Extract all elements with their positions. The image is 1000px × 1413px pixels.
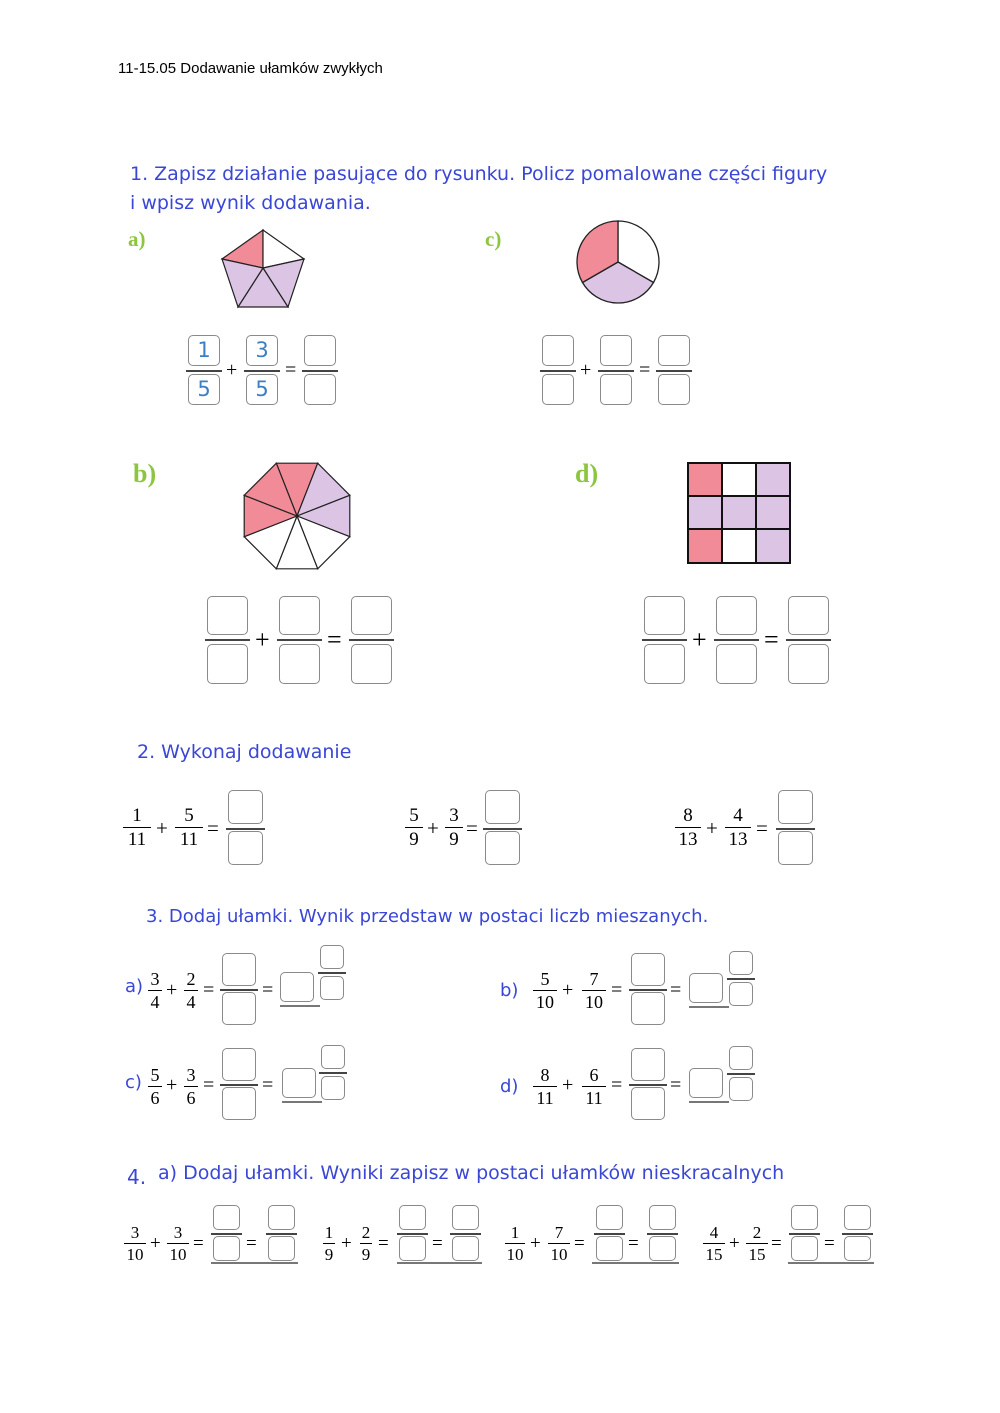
t3c-mixed-num-box[interactable] [321, 1045, 345, 1069]
t1b-den1-box[interactable] [207, 644, 248, 684]
plus-sign: + [530, 1233, 541, 1254]
t2e3-res-den-box[interactable] [778, 831, 813, 865]
task3-label-b: b) [500, 980, 519, 1001]
t4e3-res-num-box[interactable] [596, 1205, 623, 1230]
t4e2-res-num-box[interactable] [399, 1205, 426, 1230]
t1b-res-den-box[interactable] [351, 644, 392, 684]
t3a-whole-box[interactable] [280, 972, 314, 1002]
t4e1-red-den-box[interactable] [268, 1236, 295, 1261]
equals-sign: = [771, 1233, 782, 1254]
fraction: 7 10 [582, 970, 606, 1011]
fraction: 1 9 [324, 1223, 334, 1265]
grid-cell-2-1 [688, 496, 722, 529]
t3a-res-num-box[interactable] [222, 953, 256, 986]
t1a-res-num-box[interactable] [304, 335, 336, 366]
plus-sign: + [156, 816, 168, 840]
fraction: 2 9 [361, 1223, 371, 1265]
task2-title: 2. Wykonaj dodawanie [137, 741, 352, 763]
fraction: 2 4 [184, 970, 198, 1011]
t3c-mixed-den-box[interactable] [321, 1076, 345, 1100]
plus-sign: + [729, 1233, 740, 1254]
t4e4-res-num-box[interactable] [791, 1205, 818, 1230]
task1-label-a: a) [128, 227, 146, 251]
plus-sign: + [427, 816, 439, 840]
task1-label-d: d) [575, 459, 599, 488]
t1d-num2-box[interactable] [716, 596, 757, 635]
t3a-res-den-box[interactable] [222, 992, 256, 1025]
task4-title: a) Dodaj ułamki. Wyniki zapisz w postaci ułamków nieskracalnych [158, 1162, 785, 1184]
fraction: 5 6 [148, 1066, 162, 1107]
t1c-res-den-box[interactable] [658, 374, 690, 405]
task3-label-d: d) [500, 1076, 519, 1097]
equals-sign: = [764, 625, 779, 654]
task4-number: 4. [127, 1165, 147, 1189]
t2e1-res-num-box[interactable] [228, 790, 263, 824]
t3a-mixed-den-box[interactable] [320, 976, 344, 1000]
t1a-res-den-box[interactable] [304, 374, 336, 405]
t1c-den1-box[interactable] [542, 374, 574, 405]
plus-sign: + [341, 1233, 352, 1254]
fraction: 2 15 [746, 1224, 768, 1263]
equals-sign: = [203, 1074, 215, 1096]
t2e2-res-den-box[interactable] [485, 831, 520, 865]
plus-sign: + [706, 816, 718, 840]
equals-sign: = [285, 359, 297, 381]
t3d-mixed-num-box[interactable] [729, 1046, 753, 1070]
grid-cell-1-2 [722, 463, 756, 496]
t4e2-red-den-box[interactable] [452, 1236, 479, 1261]
task3-label-a: a) [125, 976, 144, 997]
equals-sign: = [611, 979, 623, 1001]
fraction: 7 10 [548, 1224, 570, 1263]
t3b-res-num-box[interactable] [631, 953, 665, 986]
t4e3-red-den-box[interactable] [649, 1236, 676, 1261]
t1a-num1-box[interactable]: 1 [188, 335, 220, 366]
t1c-den2-box[interactable] [600, 374, 632, 405]
t3c-whole-box[interactable] [282, 1068, 316, 1098]
equals-sign: = [670, 979, 682, 1001]
t3b-mixed-den-box[interactable] [729, 982, 753, 1006]
t1d-den2-box[interactable] [716, 644, 757, 684]
fraction: 3 6 [184, 1066, 198, 1107]
t3d-res-den-box[interactable] [631, 1087, 665, 1120]
plus-sign: + [580, 359, 592, 381]
task1-title-line2: i wpisz wynik dodawania. [130, 192, 371, 214]
fraction: 8 13 [675, 806, 701, 849]
grid-cell-2-3 [756, 496, 790, 529]
t2e3-res-num-box[interactable] [778, 790, 813, 824]
equals-sign: = [466, 816, 478, 840]
t1b-den2-box[interactable] [279, 644, 320, 684]
t4e4-red-den-box[interactable] [844, 1236, 871, 1261]
equals-sign: = [574, 1233, 585, 1254]
equals-sign: = [207, 816, 219, 840]
plus-sign: + [166, 1074, 178, 1096]
t1c-res-num-box[interactable] [658, 335, 690, 366]
t4e4-res-den-box[interactable] [791, 1236, 818, 1261]
grid-cell-1-1 [688, 463, 722, 496]
equals-sign: = [193, 1233, 204, 1254]
fraction: 8 11 [533, 1066, 557, 1107]
t1a-den1-box[interactable]: 5 [188, 374, 220, 405]
fraction: 1 11 [123, 806, 151, 849]
plus-sign: + [562, 1074, 574, 1096]
grid-cell-1-3 [756, 463, 790, 496]
t4e1-res-num-box[interactable] [213, 1205, 240, 1230]
equals-sign: = [203, 979, 215, 1001]
fraction: 4 15 [703, 1224, 725, 1263]
equals-sign: = [670, 1074, 682, 1096]
t1c-num2-box[interactable] [600, 335, 632, 366]
fraction: 1 10 [506, 1223, 524, 1265]
equals-sign: = [756, 816, 768, 840]
t3a-mixed-num-box[interactable] [320, 945, 344, 969]
t1d-res-den-box[interactable] [788, 644, 829, 684]
t3b-whole-box[interactable] [689, 973, 723, 1003]
grid-cell-3-3 [756, 529, 790, 563]
plus-sign: + [150, 1233, 161, 1254]
pentagon-figure [220, 229, 306, 309]
t1b-res-num-box[interactable] [351, 596, 392, 635]
t4e1-red-num-box[interactable] [268, 1205, 295, 1230]
plus-sign: + [166, 979, 178, 1001]
t4e3-red-num-box[interactable] [649, 1205, 676, 1230]
t3d-mixed-den-box[interactable] [729, 1077, 753, 1101]
t4e2-res-den-box[interactable] [399, 1236, 426, 1261]
equals-sign: = [246, 1233, 257, 1254]
equals-sign: = [639, 359, 651, 381]
grid-figure [686, 461, 792, 565]
fraction: 3 4 [148, 970, 162, 1011]
equals-sign: = [378, 1233, 389, 1254]
fraction: 3 9 [445, 806, 463, 849]
t3b-mixed-num-box[interactable] [729, 951, 753, 975]
equals-sign: = [824, 1233, 835, 1254]
t3d-res-num-box[interactable] [631, 1048, 665, 1081]
t3c-res-den-box[interactable] [222, 1087, 256, 1120]
t4e4-red-num-box[interactable] [844, 1205, 871, 1230]
fraction: 5 10 [533, 970, 557, 1011]
fraction: 3 10 [167, 1224, 189, 1263]
t1d-den1-box[interactable] [644, 644, 685, 684]
grid-cell-2-2 [722, 496, 756, 529]
t1d-res-num-box[interactable] [788, 596, 829, 635]
task1-title-line1: 1. Zapisz działanie pasujące do rysunku. Policz pomalowane części figury [130, 163, 828, 185]
task1-label-c: c) [485, 227, 502, 251]
fraction: 5 9 [405, 806, 423, 849]
grid-cell-3-2 [722, 529, 756, 563]
t4e2-red-num-box[interactable] [452, 1205, 479, 1230]
t1a-num2-box[interactable]: 3 [246, 335, 278, 366]
t3c-res-num-box[interactable] [222, 1048, 256, 1081]
t2e1-res-den-box[interactable] [228, 831, 263, 865]
equals-sign: = [327, 625, 342, 654]
t1c-num1-box[interactable] [542, 335, 574, 366]
circle-figure [575, 220, 661, 306]
equals-sign: = [628, 1233, 639, 1254]
octagon-figure-full [243, 462, 351, 570]
t3b-res-den-box[interactable] [631, 992, 665, 1025]
equals-sign: = [262, 979, 274, 1001]
fraction: 3 10 [124, 1224, 146, 1263]
t1b-num1-box[interactable] [207, 596, 248, 635]
t4e1-res-den-box[interactable] [213, 1236, 240, 1261]
t1d-num1-box[interactable] [644, 596, 685, 635]
task1-title [130, 160, 827, 218]
t2e2-res-num-box[interactable] [485, 790, 520, 824]
t1a-den2-box[interactable]: 5 [246, 374, 278, 405]
plus-sign: + [226, 359, 238, 381]
grid-cell-3-1 [688, 529, 722, 563]
task1-label-b: b) [133, 459, 157, 488]
fraction: 5 11 [175, 806, 203, 849]
plus-sign: + [562, 979, 574, 1001]
task3-label-c: c) [125, 1072, 142, 1093]
plus-sign: + [692, 625, 707, 654]
equals-sign: = [611, 1074, 623, 1096]
t1b-num2-box[interactable] [279, 596, 320, 635]
plus-sign: + [255, 625, 270, 654]
equals-sign: = [432, 1233, 443, 1254]
task3-title: 3. Dodaj ułamki. Wynik przedstaw w postaci liczb mieszanych. [146, 906, 709, 927]
equals-sign: = [262, 1074, 274, 1096]
t4e3-res-den-box[interactable] [596, 1236, 623, 1261]
fraction: 4 13 [725, 806, 751, 849]
fraction: 6 11 [582, 1066, 606, 1107]
page-header: 11-15.05 Dodawanie ułamków zwykłych [118, 60, 383, 77]
t3d-whole-box[interactable] [689, 1068, 723, 1098]
